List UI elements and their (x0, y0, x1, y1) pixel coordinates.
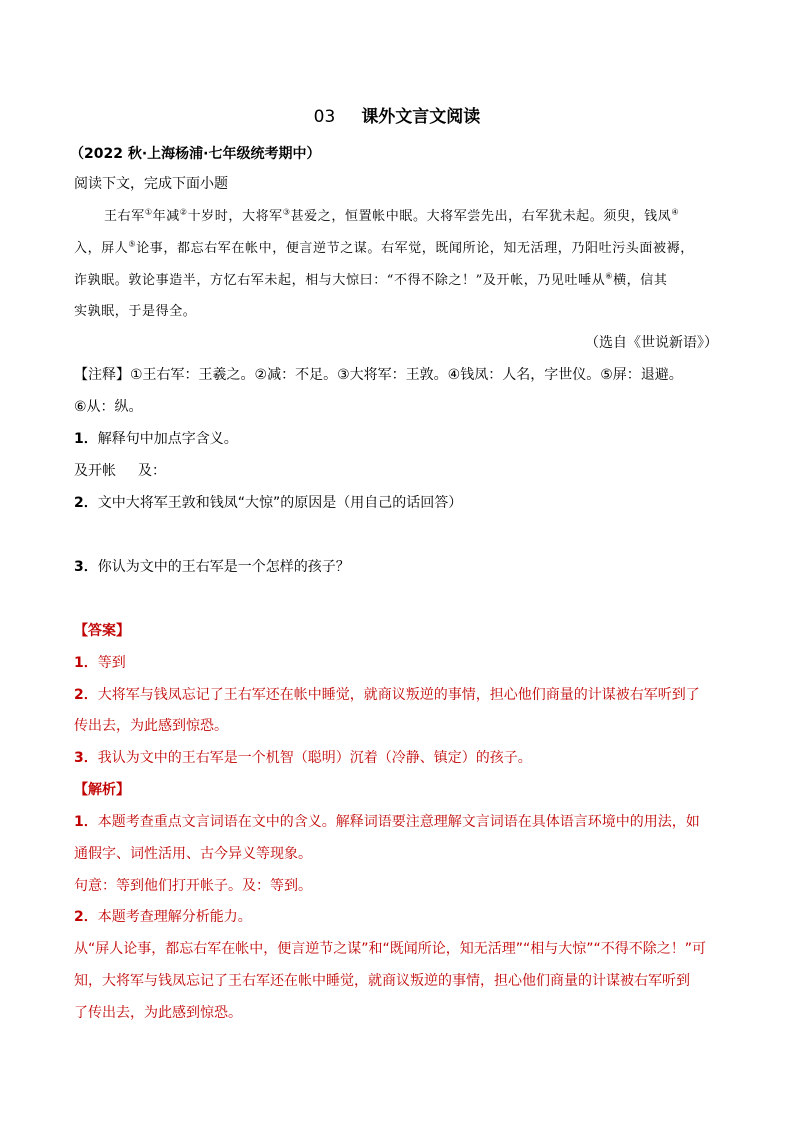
analysis-1-continued: 通假字、词性活用、古今异义等现象。 (74, 846, 312, 862)
analysis-2-line-3: 了传出去，为此感到惊恐。 (74, 1005, 242, 1021)
instruction: 阅读下文，完成下面小题 (74, 176, 228, 192)
section-title: 课外文言文阅读 (361, 107, 481, 127)
passage-line-1: 王右军①年减②十岁时，大将军③甚爱之，恒置帐中眠。大将军尝先出，右军犹未起。须臾，钱凤④ (104, 207, 680, 224)
answer-heading: 【答案】 (74, 623, 130, 639)
passage-line-2: 入，屏人⑤论事，都忘右军在帐中，便言逆节之谋。右军觉，既闻所论，知无活理，乃阳吐污头面被褥， (74, 239, 694, 256)
passage-line-4: 实孰眠，于是得全。 (74, 304, 197, 319)
answer-1: 1．等到 (74, 655, 126, 671)
source-line: （2022 秋·上海杨浦·七年级统考期中） (70, 146, 321, 162)
page-title (0, 106, 794, 128)
answer-2: 2．大将军与钱凤忘记了王右军还在帐中睡觉，就商议叛逆的事情，担心他们商量的计谋被右军听到了 (74, 687, 700, 703)
question-3: 3．你认为文中的王右军是一个怎样的孩子？ (74, 559, 350, 575)
analysis-2-line-2: 知，大将军与钱凤忘记了王右军还在帐中睡觉，就商议叛逆的事情，担心他们商量的计谋被右军听到 (74, 973, 690, 989)
section-number: 03 (313, 107, 336, 127)
analysis-1: 1．本题考查重点文言词语在文中的含义。解释词语要注意理解文言词语在具体语言环境中的用法，如 (74, 814, 700, 830)
analysis-2: 2．本题考查理解分析能力。 (74, 909, 252, 925)
question-2: 2．文中大将军王敦和钱凤“大惊”的原因是（用自己的话回答） (74, 495, 463, 511)
analysis-heading: 【解析】 (74, 782, 130, 798)
analysis-2-line-1: 从“屏人论事，都忘右军在帐中，便言逆节之谋”和“既闻所论，知无活理”“相与大惊”“不得不除之！”可 (74, 941, 707, 957)
citation: （选自《世说新语》） (585, 335, 718, 351)
passage-line-3: 诈孰眠。敦论事造半，方忆右军未起，相与大惊曰：“不得不除之！”及开帐，乃见吐唾从⑥横，信其 (74, 271, 668, 288)
question-1: 1．解释句中加点字含义。 (74, 431, 238, 447)
notes-line-1: 【注释】①王右军：王羲之。②减：不足。③大将军：王敦。④钱凤：人名，字世仪。⑤屏：退避。 (74, 367, 683, 383)
analysis-1-meaning: 句意：等到他们打开帐子。及：等到。 (74, 878, 312, 894)
question-1-sub: 及开帐 及： (74, 463, 166, 479)
notes-line-2: ⑥从：纵。 (74, 399, 143, 415)
answer-2-continued: 传出去，为此感到惊恐。 (74, 718, 228, 734)
answer-3: 3．我认为文中的王右军是一个机智（聪明）沉着（冷静、镇定）的孩子。 (74, 750, 532, 766)
